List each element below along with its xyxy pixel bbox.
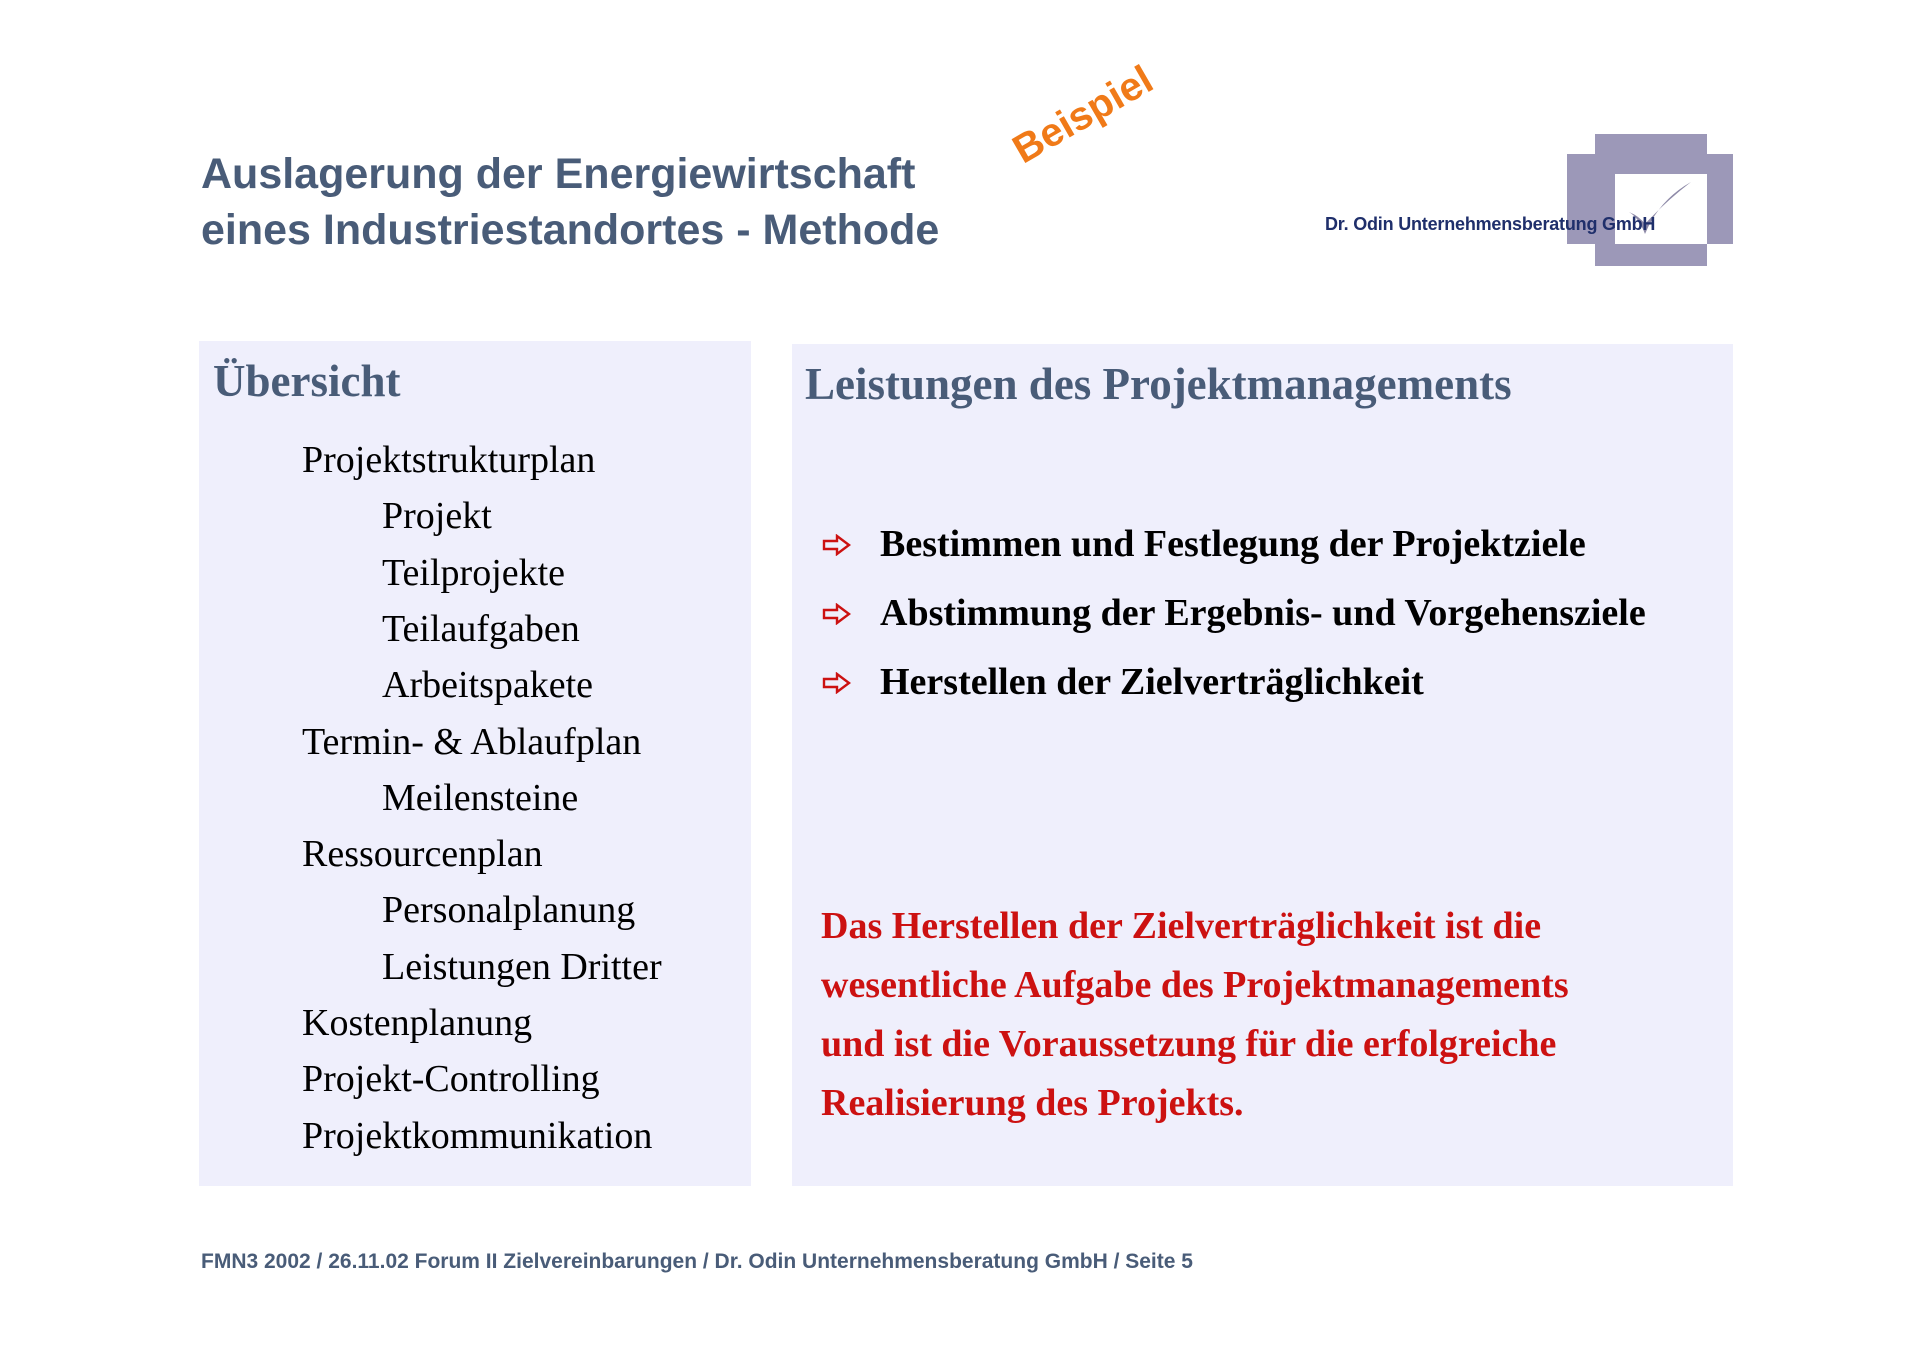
overview-item: Teilaufgaben <box>382 607 580 650</box>
conclusion-line-4: Realisierung des Projekts. <box>821 1082 1244 1124</box>
service-bullet <box>822 591 1646 635</box>
service-bullet <box>822 660 1424 704</box>
company-logo <box>1325 134 1735 266</box>
logo-company-name: Dr. Odin Unternehmensberatung GmbH <box>1325 214 1656 234</box>
service-bullet-label: Bestimmen und Festlegung der Projektziele <box>880 523 1586 565</box>
overview-heading: Übersicht <box>213 356 401 406</box>
overview-item: Projektstrukturplan <box>302 439 596 481</box>
overview-item: Termin- & Ablaufplan <box>302 720 642 763</box>
arrow-right-outline-icon <box>822 591 880 635</box>
overview-item: Teilprojekte <box>382 551 566 594</box>
conclusion-line-3: und ist die Voraussetzung für die erfolgreiche <box>821 1023 1557 1065</box>
overview-item: Projekt <box>382 495 492 538</box>
overview-item: Arbeitspakete <box>382 664 594 707</box>
overview-item: Personalplanung <box>382 889 636 932</box>
slide-footer: FMN3 2002 / 26.11.02 Forum II Zielvereinbarungen / Dr. Odin Unternehmensberatung GmbH / Seite 5 <box>201 1250 1193 1273</box>
services-conclusion <box>821 897 1721 1133</box>
overview-item: Projekt-Controlling <box>302 1058 600 1101</box>
arrow-right-outline-icon <box>822 660 880 704</box>
overview-item: Kostenplanung <box>302 1002 533 1044</box>
overview-item: Meilensteine <box>382 776 579 819</box>
services-panel <box>792 344 1733 1186</box>
example-stamp: Beispiel <box>1005 57 1161 173</box>
conclusion-line-2: wesentliche Aufgabe des Projektmanagements <box>821 964 1569 1006</box>
service-bullet-label: Abstimmung der Ergebnis- und Vorgehensziele <box>880 592 1646 634</box>
service-bullet-label: Herstellen der Zielverträglichkeit <box>880 661 1424 703</box>
services-heading: Leistungen des Projektmanagements <box>805 359 1512 409</box>
overview-item: Projektkommunikation <box>302 1114 653 1157</box>
arrow-right-outline-icon <box>822 522 880 566</box>
conclusion-line-1: Das Herstellen der Zielverträglichkeit ist die <box>821 905 1542 947</box>
overview-item: Ressourcenplan <box>302 833 543 876</box>
slide-title <box>201 146 939 258</box>
slide-title-line-1: Auslagerung der Energiewirtschaft <box>201 150 916 198</box>
overview-panel <box>199 341 751 1186</box>
slide-title-line-2: eines Industriestandortes - Methode <box>201 206 940 254</box>
overview-item: Leistungen Dritter <box>382 945 662 988</box>
service-bullet <box>822 522 1586 566</box>
